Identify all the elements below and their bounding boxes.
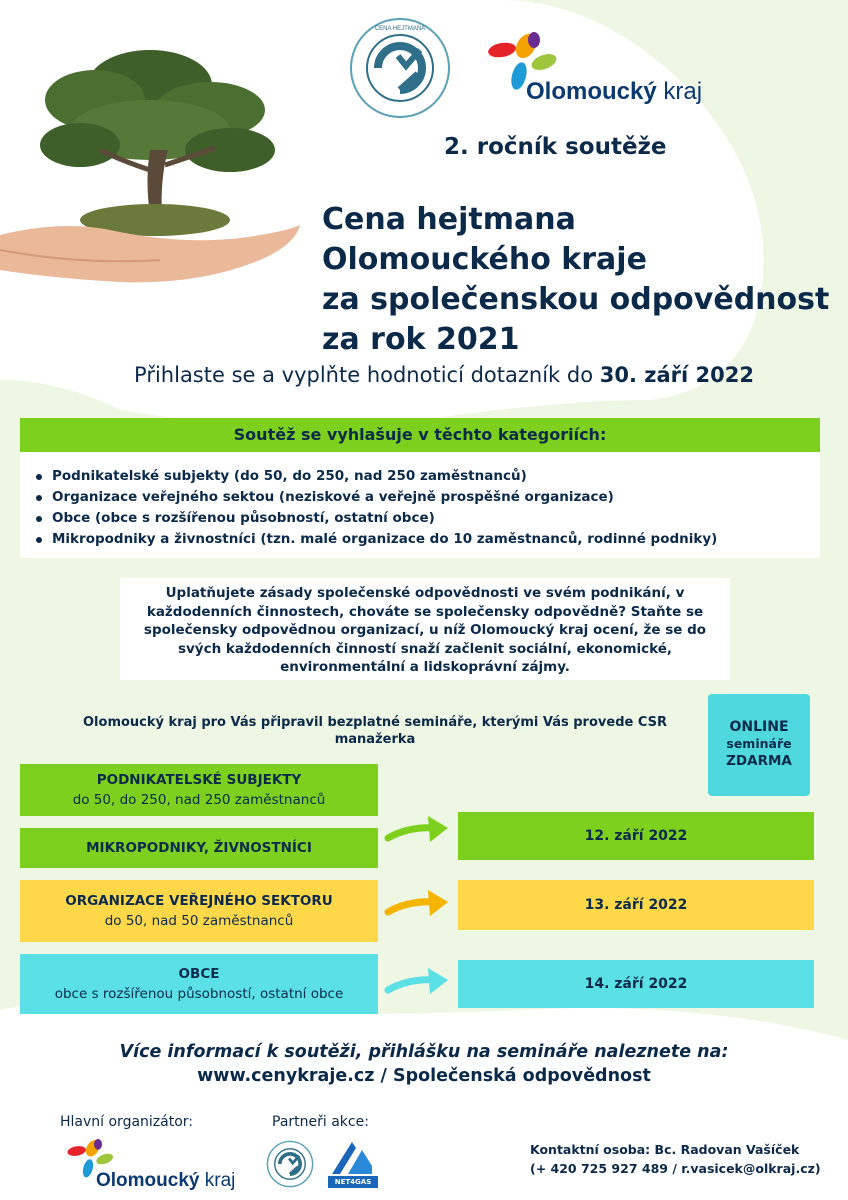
competition-year-label: 2. ročník soutěže [444, 134, 667, 160]
tree-in-hand-illustration [0, 20, 310, 290]
segment-subtitle: obce s rozšířenou působností, ostatní obce [54, 986, 344, 1002]
segment-subtitle: do 50, nad 50 zaměstnanců [104, 913, 294, 929]
logo-suffix: kraj [663, 78, 703, 105]
badge-line: ONLINE [729, 719, 789, 735]
seal-text-mark: CENA HEJTMANA [374, 26, 426, 32]
segment-business [20, 764, 378, 816]
categories-heading: Soutěž se vyhlašuje v těchto kategoriích: [20, 418, 820, 452]
segment-title: ORGANIZACE VEŘEJNÉHO SEKTORU [65, 893, 333, 909]
seminar-date: 12. září 2022 [458, 812, 814, 860]
net4gas-logo [328, 1138, 378, 1188]
badge-line: ZDARMA [726, 753, 792, 769]
seminar-intro: Olomoucký kraj pro Vás připravil bezplatné semináře, kterými Vás provede CSR manažerka [83, 715, 667, 747]
category-item: Mikropodniky a živnostníci (tzn. malé organizace do 10 zaměstnanců, rodinné podniky) [32, 529, 808, 550]
categories-list [32, 466, 808, 550]
logo-name: Olomoucký [96, 1170, 200, 1191]
segment-title: OBCE [178, 966, 220, 982]
categories-list-box [20, 452, 820, 558]
contact-details: (+ 420 725 927 489 / r.vasicek@olkraj.cz) [530, 1161, 821, 1176]
organizer-label: Hlavní organizátor: [60, 1114, 194, 1130]
category-item: Podnikatelské subjekty (do 50, do 250, nad 250 zaměstnanců) [32, 466, 808, 487]
contact-info [530, 1140, 840, 1178]
arrow-right-icon [384, 886, 454, 920]
partners-label: Partneři akce: [272, 1114, 369, 1130]
category-item: Obce (obce s rozšířenou působností, ostatní obce) [32, 508, 808, 529]
olomoucky-kraj-logo [474, 32, 714, 108]
net4gas-label: NET4GAS [328, 1176, 378, 1188]
more-info-text: Více informací k soutěži, přihlášku na semináře naleznete na: [119, 1042, 729, 1062]
net4gas-mark-icon [328, 1138, 378, 1178]
award-seal-logo [348, 16, 452, 120]
csr-description: Uplatňujete zásady společenské odpovědnosti ve svém podnikání, v každodenních činnostech, chováte se společensky odpovědně? Staňte se společensky odpovědnou organizací, u níž Olomoucký kraj ocení, že se do svých každodenních činností snaží začlenit sociální, ekonomické, environmentální a lidskoprávní zájmy. [120, 578, 730, 680]
registration-deadline [0, 363, 848, 387]
organizer-logo [58, 1136, 248, 1196]
segment-title: PODNIKATELSKÉ SUBJEKTY [96, 772, 302, 788]
arrow-right-icon [384, 812, 454, 846]
badge-line: semináře [726, 736, 792, 751]
title-line: Cena hejtmana [322, 202, 576, 237]
seminar-date: 13. září 2022 [458, 880, 814, 930]
page-title [322, 200, 832, 360]
contact-person: Kontaktní osoba: Bc. Radovan Vašíček [530, 1142, 800, 1157]
deadline-date: 30. září 2022 [599, 363, 754, 387]
online-seminar-badge [708, 694, 810, 796]
title-line: Olomouckého kraje [322, 242, 647, 277]
title-line: za společenskou odpovědnost [322, 282, 830, 317]
seminar-date: 14. září 2022 [458, 960, 814, 1008]
logo-suffix: kraj [204, 1170, 236, 1191]
segment-title: MIKROPODNIKY, ŽIVNOSTNÍCI [86, 840, 312, 856]
category-item: Organizace veřejného sektou (neziskové a veřejně prospěšné organizace) [32, 487, 808, 508]
title-line: za rok 2021 [322, 322, 520, 357]
registration-text: Přihlaste se a vyplňte hodnoticí dotazník do [134, 363, 594, 387]
website-link[interactable]: www.cenykraje.cz / Společenská odpovědnost [197, 1066, 651, 1086]
award-seal-small-logo [266, 1140, 314, 1188]
segment-public-sector [20, 880, 378, 942]
segment-municipalities [20, 954, 378, 1014]
more-info [0, 1040, 848, 1088]
arrow-right-icon [384, 964, 454, 998]
segment-subtitle: do 50, do 250, nad 250 zaměstnanců [72, 792, 326, 808]
segment-micro [20, 828, 378, 868]
logo-name: Olomoucký [526, 78, 657, 105]
